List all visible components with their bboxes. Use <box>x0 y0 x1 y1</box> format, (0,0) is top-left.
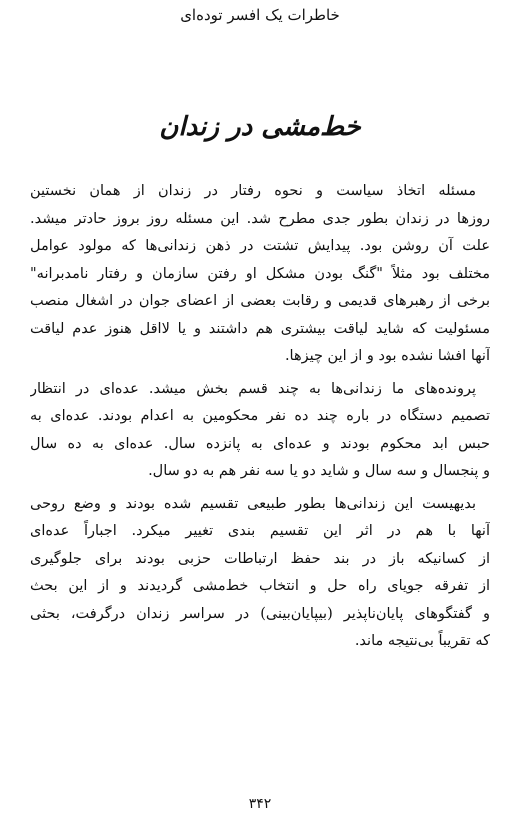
text-line: از تفرقه جویای راه حل و انتخاب خط‌مشی گردیدند و از این بحث <box>30 578 490 594</box>
text-line: بدیهیست این زندانی‌ها بطور طبیعی تقسیم شده بودند و وضع روحی <box>30 495 476 512</box>
running-head: خاطرات یک افسر توده‌ای <box>180 6 340 24</box>
text-line: که تقریباً بی‌نتیجه ماند. <box>354 633 490 649</box>
page-number: ۳۴۲ <box>248 796 272 812</box>
text-line: برخی از رهبرهای قدیمی و رقابت بعضی از اعضای جوان در اشغال منصب <box>30 293 490 309</box>
body-text <box>30 178 490 661</box>
text-line: مختلف بود مثلاً "گنگ بودن مشکل او رفتن سازمان و رفتار نامدبرانه" <box>30 265 490 282</box>
text-line: پرونده‌های ما زندانی‌ها به چند قسم بخش میشد. عده‌ای در انتظار <box>30 380 476 397</box>
text-line: و پنجسال و سه سال و شاید دو یا سه نفر هم به دو سال. <box>148 463 490 479</box>
text-line: تصمیم دستگاه در باره چند ده نفر محکومین به اعدام بودند. عده‌ای به <box>30 408 490 424</box>
text-line: مسئولیت که شاید لیاقت بیشتری هم داشتند و یا لااقل هنوز عدم لیاقت <box>30 320 490 337</box>
chapter-title: خط‌مشی در زندان <box>159 112 361 142</box>
text-line: علت آن روشن بود. پیدایش تشتت در ذهن زندانی‌ها که مولود عوامل <box>30 238 490 254</box>
paragraph-3 <box>30 491 490 656</box>
text-line: مسئله اتخاذ سیاست و نحوه رفتار در زندان از همان نخستین <box>30 183 476 199</box>
text-line: از کسانیکه باز در بند حفظ ارتباطات حزبی بودند برای جلوگیری <box>30 550 490 567</box>
paragraph-1 <box>30 178 490 371</box>
text-line: و گفتگوهای پایان‌ناپذیر (بیپایان‌بینی) در سراسر زندان درگرفت، بحثی <box>30 605 490 622</box>
text-line: روزها در زندان بطور جدی مطرح شد. این مسئله روز بروز حادتر میشد. <box>30 210 490 227</box>
text-line: آنها با هم در اثر این تقسیم بندی تغییر میکرد. اجباراً عده‌ای <box>30 523 490 539</box>
text-line: حبس ابد محکوم بودند و عده‌ای به پانزده سال. عده‌ای به ده سال <box>30 435 490 452</box>
paragraph-2 <box>30 376 490 486</box>
text-line: آنها افشا نشده بود و از این چیزها. <box>284 348 490 364</box>
